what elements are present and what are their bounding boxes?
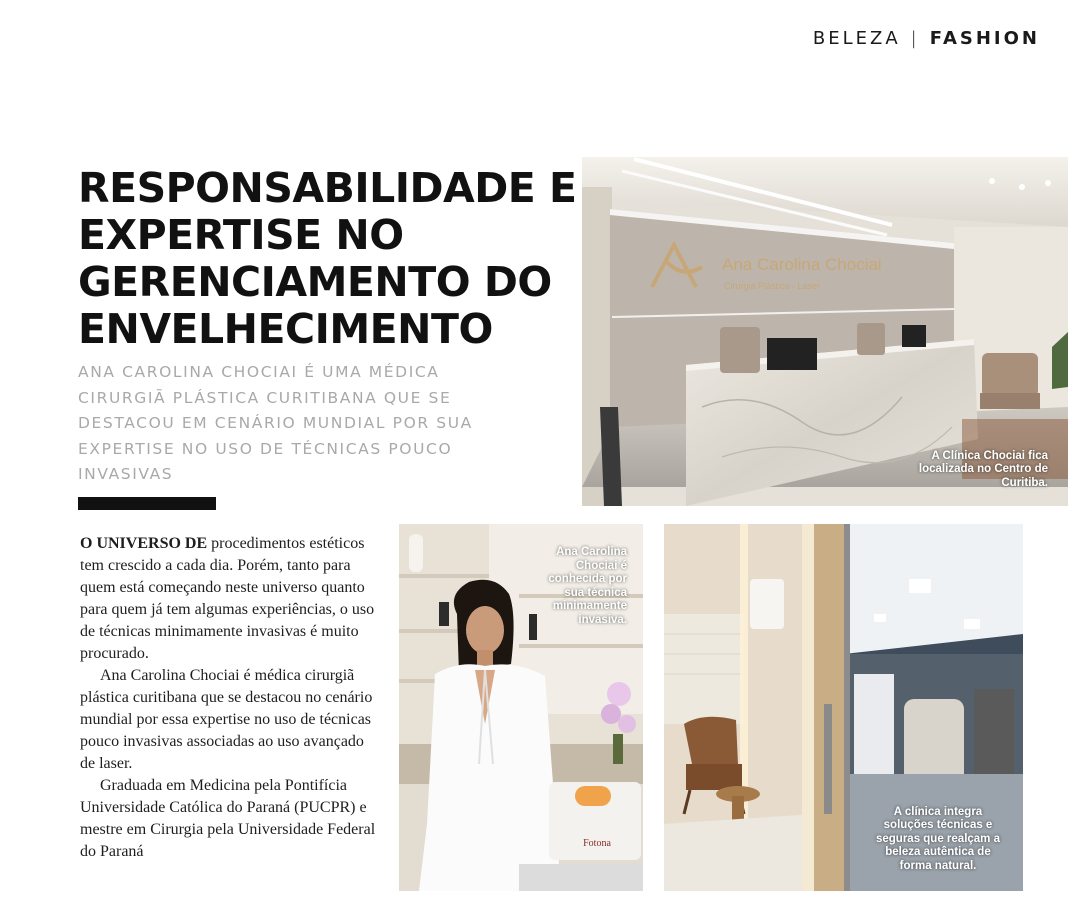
clinic-sign-sub: Cirurgia Plástica - Laser [724,281,821,291]
paragraph-2: Ana Carolina Chociai é médica cirurgiã plástica curitibana que se destacou no cenário mundial por essa expertise no uso de técnicas pouco invasivas associadas ao uso avançado de laser. [80,667,373,772]
paragraph-1 [80,533,380,665]
paragraph-1-text: procedimentos estéticos tem crescido a cada dia. Porém, tanto para quem está começando neste universo quanto para quem já tem algumas experiências, o uso de técnicas minimamente invasivas é muito procurado. [80,535,375,662]
divider-bar [78,497,216,510]
device-label: Fotona [583,838,611,849]
section-separator: | [910,28,920,49]
room-caption: A clínica integra soluções técnicas e seguras que realçam a beleza autêntica de forma natural. [875,805,1000,872]
section-fashion: FASHION [929,28,1040,49]
reception-photo [582,157,1068,506]
treatment-room-photo [664,524,1023,891]
section-header [813,28,1040,49]
reception-caption: A Clínica Chociai fica localizada no Centro de Curitiba. [918,449,1048,489]
clinic-sign-name: Ana Carolina Chociai [722,255,882,274]
article-subtitle: ANA CAROLINA CHOCIAI É UMA MÉDICA CIRURGIÃ PLÁSTICA CURITIBANA QUE SE DESTACOU EM CENÁRIO MUNDIAL POR SUA EXPERTISE NO USO DE TÉCNICAS POUCO INVASIVAS [78,363,473,483]
doctor-caption: Ana Carolina Chociai é conhecida por sua técnica minimamente invasiva. [548,546,627,626]
lead-in: O UNIVERSO DE [80,535,208,552]
article-body [80,533,380,863]
doctor-photo [399,524,643,891]
section-beleza: BELEZA [812,28,901,49]
article-title: RESPONSABILIDADE E EXPERTISE NO GERENCIAMENTO DO ENVELHECIMENTO [78,164,577,353]
paragraph-3: Graduada em Medicina pela Pontifícia Universidade Católica do Paraná (PUCPR) e mestre em Cirurgia pela Universidade Federal do Paraná [80,777,376,860]
